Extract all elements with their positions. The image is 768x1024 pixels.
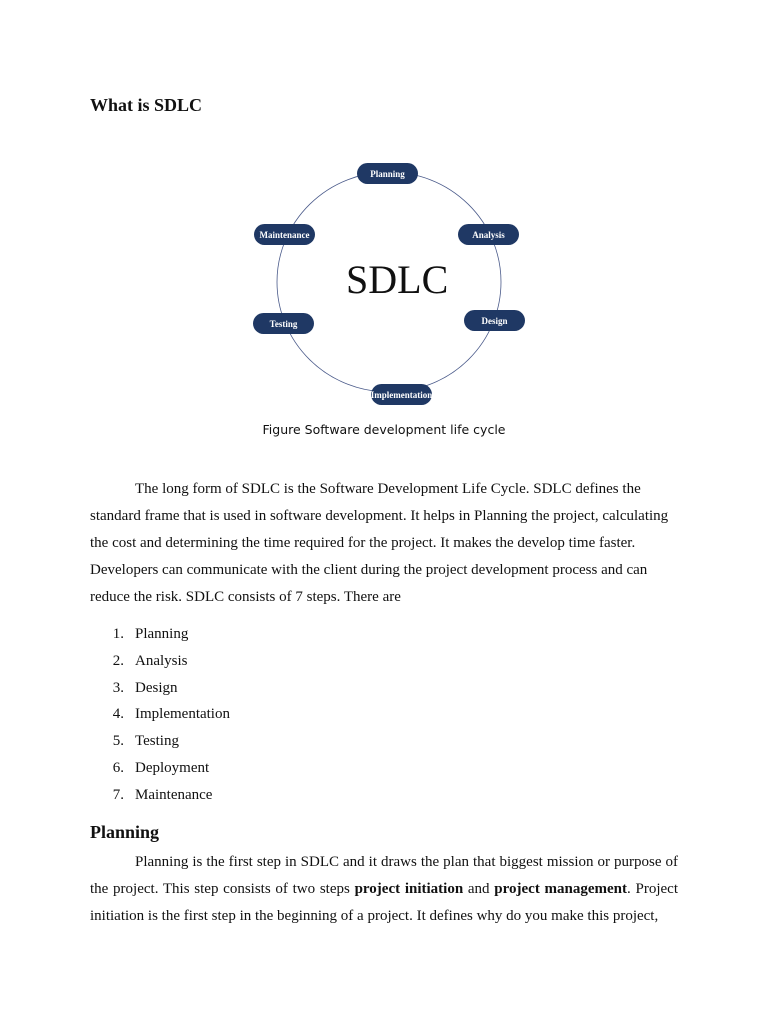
list-number: 6.	[112, 759, 124, 776]
planning-text-1: Planning is the first step in SDLC and it draws the plan that biggest mission or purpose of the project. This step consists of two steps	[90, 854, 678, 897]
list-item-label: Planning	[135, 626, 189, 642]
node-implementation: Implementation	[371, 384, 432, 405]
planning-text-3: . Project initiation is the first step in the beginning of a project. It defines why do you make this project,	[90, 881, 678, 924]
list-item	[90, 675, 230, 702]
planning-paragraph	[90, 849, 678, 930]
list-item	[90, 621, 230, 648]
list-number: 1.	[112, 626, 124, 642]
list-item-label: Analysis	[135, 652, 188, 669]
list-item-label: Design	[135, 679, 178, 696]
list-item	[90, 728, 230, 755]
bold-project-initiation: project initiation	[354, 881, 464, 897]
list-number: 2.	[112, 652, 124, 669]
list-item	[90, 648, 230, 675]
node-maintenance: Maintenance	[254, 224, 315, 245]
list-item	[90, 701, 230, 728]
list-number: 7.	[112, 786, 124, 803]
sdlc-cycle-diagram	[248, 158, 528, 408]
node-design: Design	[464, 310, 525, 331]
bold-project-management: project management	[494, 881, 628, 897]
list-item-label: Deployment	[135, 759, 210, 776]
list-item-label: Implementation	[135, 706, 230, 723]
list-item-label: Maintenance	[135, 786, 213, 803]
diagram-center-label: SDLC	[346, 257, 449, 302]
list-item	[90, 755, 230, 782]
list-number: 5.	[112, 733, 124, 750]
sdlc-steps-list	[90, 621, 230, 809]
list-number: 3.	[112, 679, 124, 696]
node-planning: Planning	[357, 163, 418, 184]
list-number: 4.	[112, 706, 124, 723]
node-testing: Testing	[253, 313, 314, 334]
list-item-label: Testing	[135, 733, 179, 750]
node-analysis: Analysis	[458, 224, 519, 245]
section-heading-what-is-sdlc: What is SDLC	[90, 95, 203, 115]
intro-paragraph: The long form of SDLC is the Software Development Life Cycle. SDLC defines the standard frame that is used in software development. It helps in Planning the project, calculating the cost and determining the time required for the project. It makes the develop time faster. Developers can communicate with the client during the project development process and can reduce the risk. SDLC consists of 7 steps. There are	[90, 481, 669, 605]
section-heading-planning: Planning	[90, 822, 160, 842]
planning-text-2: and	[463, 881, 495, 897]
list-item	[90, 782, 230, 809]
figure-caption: Figure Software development life cycle	[262, 422, 506, 437]
